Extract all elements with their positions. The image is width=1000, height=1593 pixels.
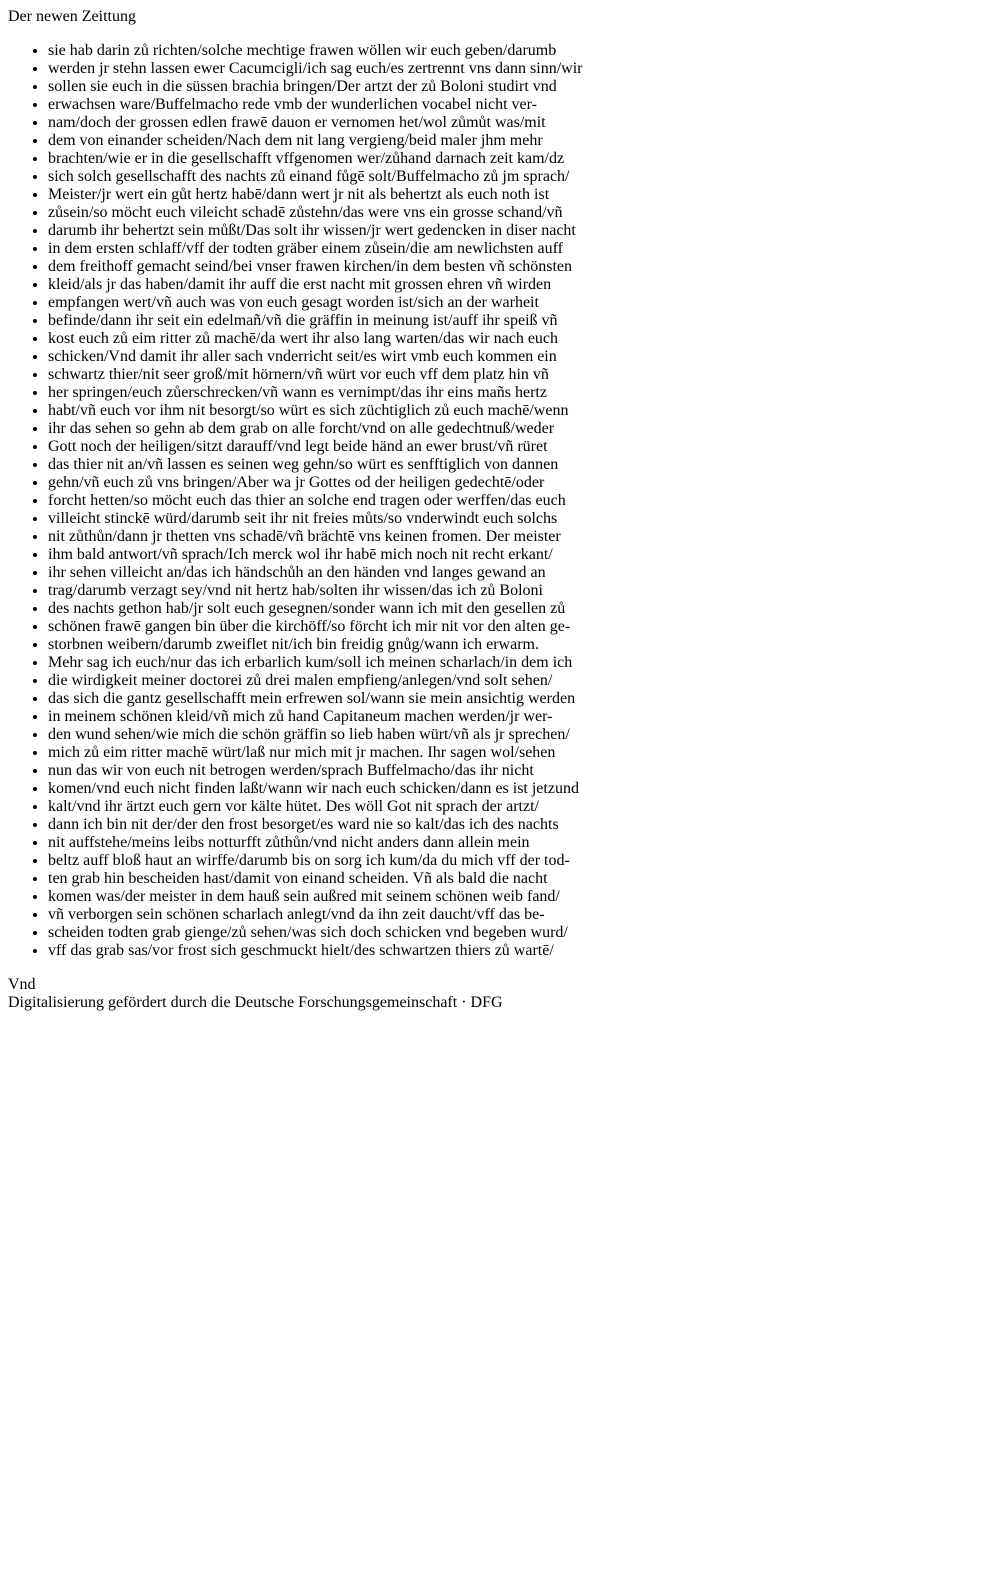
text-line: • forcht hetten/so möcht euch das thier an solche end tragen oder werffen/das euch <box>48 492 992 510</box>
text-line: • kleid/als jr das haben/damit ihr auff die erst nacht mit grossen ehren vñ wirden <box>48 276 992 294</box>
text-line: • schwartz thier/nit seer groß/mit hörnern/vñ würt vor euch vff dem platz hin vñ <box>48 366 992 384</box>
scan-background <box>8 8 992 994</box>
text-line: • habt/vñ euch vor ihm nit besorgt/so würt es sich züchtiglich zů euch machē/wenn <box>48 402 992 420</box>
text-line: • storbnen weibern/darumb zweiflet nit/ich bin freidig gnůg/wann ich erwarm. <box>48 636 992 654</box>
text-line: • dem von einander scheiden/Nach dem nit lang vergieng/beid maler jhm mehr <box>48 132 992 150</box>
text-line: • sich solch gesellschafft des nachts zů einand fůgē solt/Buffelmacho zů jm sprach/ <box>48 168 992 186</box>
text-line: • dem freithoff gemacht seind/bei vnser frawen kirchen/in dem besten vñ schönsten <box>48 258 992 276</box>
text-line: • zůsein/so möcht euch vileicht schadē zůstehn/das were vns ein grosse schand/vñ <box>48 204 992 222</box>
body-text <box>8 42 992 960</box>
text-line: • brachten/wie er in die gesellschafft vffgenomen wer/zůhand darnach zeit kam/dz <box>48 150 992 168</box>
text-line: • nit zůthůn/dann jr thetten vns schadē/vñ brächtē vns keinen fromen. Der meister <box>48 528 992 546</box>
footer-credit-text: Digitalisierung gefördert durch die Deutsche Forschungsgemeinschaft · <box>8 994 467 1011</box>
text-line: • in meinem schönen kleid/vñ mich zů hand Capitaneum machen werden/jr wer- <box>48 708 992 726</box>
text-line: • Meister/jr wert ein gůt hertz habē/dann wert jr nit als behertzt als euch noth ist <box>48 186 992 204</box>
text-line: • trag/darumb verzagt sey/vnd nit hertz hab/solten ihr wissen/das ich zů Boloni <box>48 582 992 600</box>
text-line: • mich zů eim ritter machē würt/laß nur mich mit jr machen. Ihr sagen wol/sehen <box>48 744 992 762</box>
text-line: • empfangen wert/vñ auch was von euch gesagt worden ist/sich an der warheit <box>48 294 992 312</box>
text-line: • kost euch zů eim ritter zů machē/da wert ihr also lang warten/das wir nach euch <box>48 330 992 348</box>
text-line: • Gott noch der heiligen/sitzt darauff/vnd legt beide händ an ewer brust/vñ rüret <box>48 438 992 456</box>
text-line: • nit auffstehe/meins leibs notturfft zůthůn/vnd nicht anders dann allein mein <box>48 834 992 852</box>
text-line: • komen was/der meister in dem hauß sein außred mit seinem schönen weib fand/ <box>48 888 992 906</box>
text-line: • ihr das sehen so gehn ab dem grab on alle forcht/vnd on alle gedechtnuß/weder <box>48 420 992 438</box>
text-line: • die wirdigkeit meiner doctorei zů drei malen empfieng/anlegen/vnd solt sehen/ <box>48 672 992 690</box>
text-line: • nun das wir von euch nit betrogen werden/sprach Buffelmacho/das ihr nicht <box>48 762 992 780</box>
text-line: • werden jr stehn lassen ewer Cacumcigli/ich sag euch/es zertrennt vns dann sinn/wir <box>48 60 992 78</box>
text-line: • befinde/dann ihr seit ein edelmañ/vñ die gräffin in meinung ist/auff ihr speiß vñ <box>48 312 992 330</box>
text-line: • ihr sehen villeicht an/das ich händschůh an den händen vnd langes gewand an <box>48 564 992 582</box>
text-line: • in dem ersten schlaff/vff der todten gräber einem zůsein/die am newlichsten auff <box>48 240 992 258</box>
text-line: • das sich die gantz gesellschafft mein erfrewen sol/wann sie mein ansichtig werden <box>48 690 992 708</box>
text-line: • sollen sie euch in die süssen brachia bringen/Der artzt der zů Boloni studirt vnd <box>48 78 992 96</box>
text-line: • nam/doch der grossen edlen frawē dauon er vernomen het/wol zůmůt was/mit <box>48 114 992 132</box>
text-line: • des nachts gethon hab/jr solt euch gesegnen/sonder wann ich mit den gesellen zů <box>48 600 992 618</box>
text-line: • vñ verborgen sein schönen scharlach anlegt/vnd da ihn zeit daucht/vff das be- <box>48 906 992 924</box>
text-line: • sie hab darin zů richten/solche mechtige frawen wöllen wir euch geben/darumb <box>48 42 992 60</box>
catchword: Vnd <box>8 976 36 993</box>
text-line: • komen/vnd euch nicht finden laßt/wann wir nach euch schicken/dann es ist jetzund <box>48 780 992 798</box>
text-line: • scheiden todten grab gienge/zů sehen/was sich doch schicken vnd begeben wurd/ <box>48 924 992 942</box>
page-headline: Der newen Zeittung <box>8 8 136 25</box>
dfg-logo-icon: DFG <box>470 994 503 1011</box>
text-line: • schicken/Vnd damit ihr aller sach vnderricht seit/es wirt vmb euch kommen ein <box>48 348 992 366</box>
book-page <box>8 8 992 994</box>
text-line: • ten grab hin bescheiden hast/damit von einand scheiden. Vñ als bald die nacht <box>48 870 992 888</box>
text-line: • darumb ihr behertzt sein můßt/Das solt ihr wissen/jr wert gedencken in diser nacht <box>48 222 992 240</box>
text-line: • das thier nit an/vñ lassen es seinen weg gehn/so würt es senfftiglich von dannen <box>48 456 992 474</box>
text-line: • erwachsen ware/Buffelmacho rede vmb der wunderlichen vocabel nicht ver- <box>48 96 992 114</box>
text-line: • vff das grab sas/vor frost sich geschmuckt hielt/des schwartzen thiers zů wartē/ <box>48 942 992 960</box>
footer-credit <box>8 994 992 1012</box>
text-line: • ihm bald antwort/vñ sprach/Ich merck wol ihr habē mich noch nit recht erkant/ <box>48 546 992 564</box>
text-line: • gehn/vñ euch zů vns bringen/Aber wa jr Gottes od der heiligen gedechtē/oder <box>48 474 992 492</box>
text-line: • kalt/vnd ihr ärtzt euch gern vor kälte hütet. Des wöll Got nit sprach der artzt/ <box>48 798 992 816</box>
text-line: • schönen frawē gangen bin über die kirchöff/so förcht ich mir nit vor den alten ge- <box>48 618 992 636</box>
text-line: • dann ich bin nit der/der den frost besorget/es ward nie so kalt/das ich des nachts <box>48 816 992 834</box>
text-line: • her springen/euch zůerschrecken/vñ wann es vernimpt/das ihr eins mañs hertz <box>48 384 992 402</box>
text-line: • beltz auff bloß haut an wirffe/darumb bis on sorg ich kum/da du mich vff der tod- <box>48 852 992 870</box>
text-line: • villeicht stinckē würd/darumb seit ihr nit freies můts/so vnderwindt euch solchs <box>48 510 992 528</box>
text-line: • den wund sehen/wie mich die schön gräffin so lieb haben würt/vñ als jr sprechen/ <box>48 726 992 744</box>
text-line: • Mehr sag ich euch/nur das ich erbarlich kum/soll ich meinen scharlach/in dem ich <box>48 654 992 672</box>
